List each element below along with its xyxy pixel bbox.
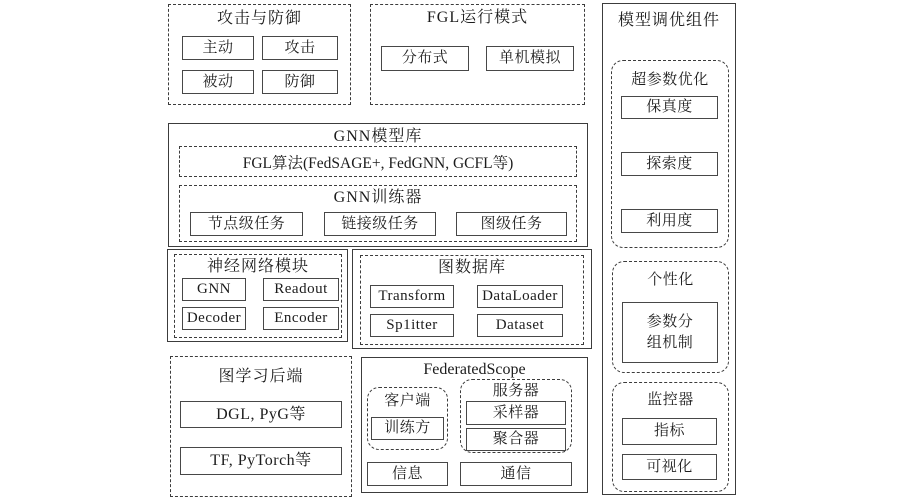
node-graph-level-task: 图级任务 (456, 212, 567, 236)
node-param-grouping (622, 302, 718, 363)
model-tuning-title: 模型调优组件 (617, 12, 720, 29)
graph-data-title: 图数据库 (437, 259, 506, 276)
node-transform: Transform (370, 285, 454, 308)
node-splitter: Sp1itter (370, 314, 454, 337)
node-communication: 通信 (460, 462, 572, 486)
nn-module-title: 神经网络模块 (206, 258, 309, 275)
param-grouping-label: 参数分组机制 (646, 313, 694, 351)
node-distributed: 分布式 (381, 46, 469, 71)
node-active: 主动 (182, 36, 254, 60)
node-sampler: 采样器 (466, 401, 566, 425)
node-exploration: 探索度 (621, 152, 718, 176)
node-gnn: GNN (182, 278, 246, 301)
node-trainer-party: 训练方 (371, 417, 444, 440)
node-tf-pytorch: TF, PyTorch等 (180, 447, 342, 475)
node-dgl-pyg: DGL, PyG等 (180, 401, 342, 428)
graph-backend-title: 图学习后端 (218, 368, 304, 385)
node-standalone-simulation: 单机模拟 (486, 46, 574, 71)
personalization-title: 个性化 (647, 272, 694, 288)
client-title: 客户端 (384, 393, 431, 409)
node-encoder: Encoder (263, 307, 339, 330)
node-dataloader: DataLoader (477, 285, 563, 308)
fgl-algorithms-box: FGL算法(FedSAGE+, FedGNN, GCFL等) (179, 146, 577, 177)
federatedscope-title: FederatedScope (423, 361, 526, 378)
node-defense: 防御 (262, 70, 338, 94)
node-fidelity: 保真度 (621, 96, 718, 119)
node-passive: 被动 (182, 70, 254, 94)
node-utilization: 利用度 (621, 209, 718, 233)
fgl-mode-title: FGL运行模式 (426, 9, 529, 26)
attack-defense-title: 攻击与防御 (216, 10, 302, 27)
node-aggregator: 聚合器 (466, 428, 566, 451)
node-node-level-task: 节点级任务 (190, 212, 303, 236)
node-visualization: 可视化 (622, 454, 717, 480)
monitor-title: 监控器 (647, 392, 694, 408)
gnn-trainer-title: GNN训练器 (333, 189, 423, 206)
node-decoder: Decoder (182, 307, 246, 330)
node-attack: 攻击 (262, 36, 338, 60)
server-title: 服务器 (492, 383, 540, 399)
gnn-model-lib-title: GNN模型库 (333, 128, 423, 145)
node-link-level-task: 链接级任务 (324, 212, 436, 236)
node-dataset: Dataset (477, 314, 563, 337)
node-readout: Readout (263, 278, 339, 301)
node-metrics: 指标 (622, 418, 717, 445)
node-message: 信息 (367, 462, 448, 486)
hpo-title: 超参数优化 (631, 72, 709, 88)
